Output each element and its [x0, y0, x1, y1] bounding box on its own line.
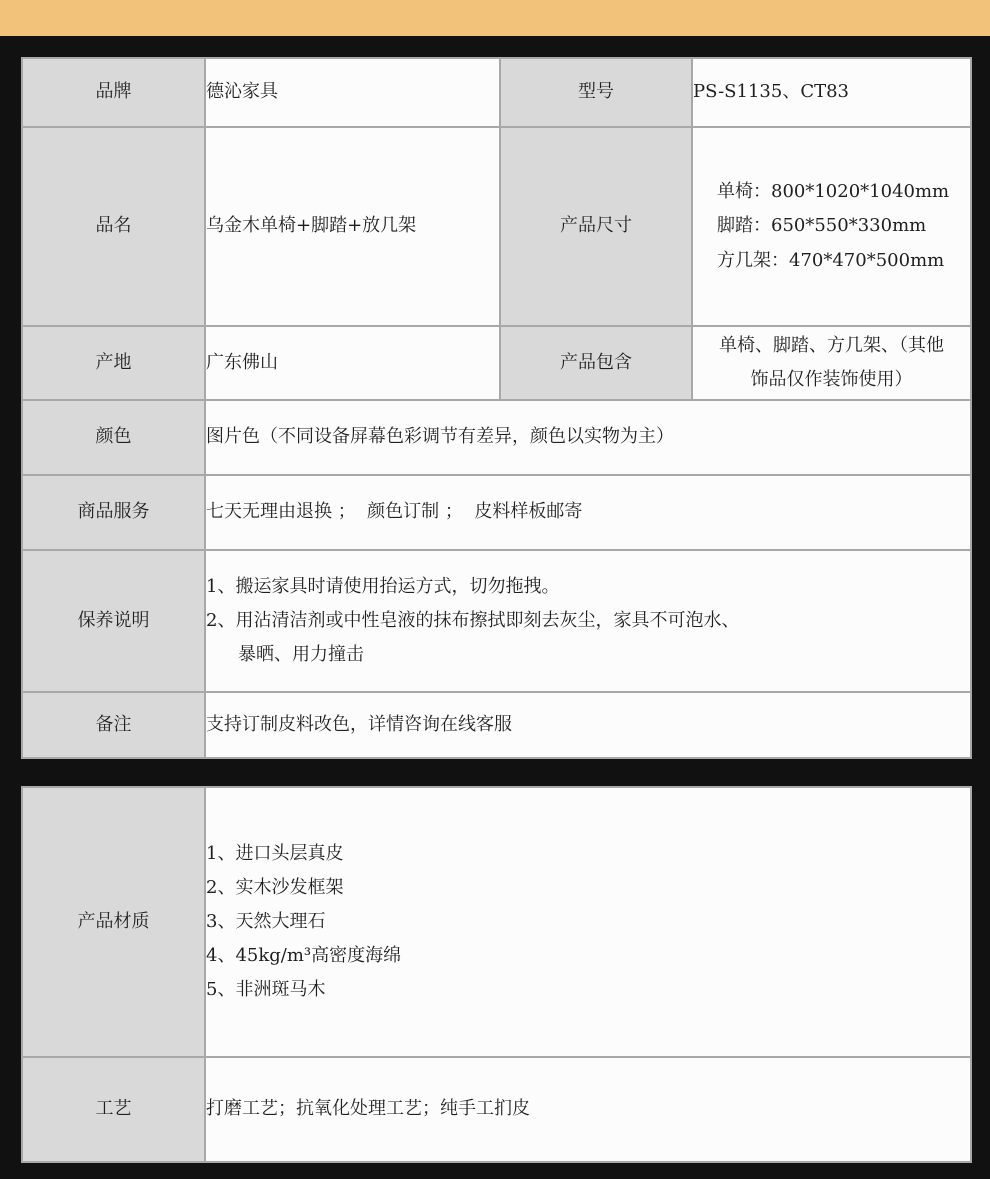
note-value: 支持订制皮料改色，详情咨询在线客服 — [205, 692, 971, 758]
material-line-2: 2、实木沙发框架 — [206, 876, 344, 898]
contents-line-2: 饰品仅作装饰使用） — [750, 369, 913, 390]
care-line-1: 1、搬运家具时请使用抬运方式，切勿拖拽。 — [206, 575, 560, 597]
contents-line-1: 单椅、脚踏、方几架、（其他 — [719, 334, 944, 356]
contents-value — [692, 326, 971, 400]
product-spec-table — [21, 57, 972, 759]
row-origin-contents — [22, 326, 971, 400]
service-value: 七天无理由退换 ； 颜色订制 ； 皮料样板邮寄 — [205, 475, 971, 550]
material-line-4: 4、45kg/m³高密度海绵 — [206, 945, 402, 967]
material-line-1: 1、进口头层真皮 — [206, 842, 344, 864]
craft-label: 工艺 — [22, 1057, 205, 1162]
brand-value: 德沁家具 — [205, 58, 500, 127]
material-line-5: 5、非洲斑马木 — [206, 979, 326, 1001]
row-craft — [22, 1057, 971, 1162]
care-label: 保养说明 — [22, 550, 205, 692]
service-label: 商品服务 — [22, 475, 205, 550]
size-line-footrest: 脚踏：650*550*330mm — [717, 215, 927, 237]
care-line-3: 暴晒、用力撞击 — [238, 644, 364, 666]
craft-value: 打磨工艺；抗氧化处理工艺；纯手工扪皮 — [205, 1057, 971, 1162]
top-banner — [0, 0, 990, 36]
note-label: 备注 — [22, 692, 205, 758]
material-line-3: 3、天然大理石 — [206, 910, 326, 932]
row-color — [22, 400, 971, 475]
name-label: 品名 — [22, 127, 205, 326]
model-label: 型号 — [500, 58, 692, 127]
row-brand-model — [22, 58, 971, 127]
material-label: 产品材质 — [22, 787, 205, 1057]
care-value — [205, 550, 971, 692]
care-line-2: 2、用沾清洁剂或中性皂液的抹布擦拭即刻去灰尘，家具不可泡水、 — [206, 609, 740, 631]
color-label: 颜色 — [22, 400, 205, 475]
material-value — [205, 787, 971, 1057]
color-value: 图片色（不同设备屏幕色彩调节有差异，颜色以实物为主） — [205, 400, 971, 475]
size-label: 产品尺寸 — [500, 127, 692, 326]
row-material — [22, 787, 971, 1057]
brand-label: 品牌 — [22, 58, 205, 127]
row-service — [22, 475, 971, 550]
contents-label: 产品包含 — [500, 326, 692, 400]
origin-value: 广东佛山 — [205, 326, 500, 400]
material-craft-table — [21, 786, 972, 1163]
row-care — [22, 550, 971, 692]
row-name-size — [22, 127, 971, 326]
origin-label: 产地 — [22, 326, 205, 400]
row-note — [22, 692, 971, 758]
size-line-side-table: 方几架：470*470*500mm — [717, 249, 945, 271]
size-value — [692, 127, 971, 326]
size-line-chair: 单椅：800*1020*1040mm — [717, 181, 950, 203]
name-value: 乌金木单椅+脚踏+放几架 — [205, 127, 500, 326]
model-value: PS-S1135、CT83 — [692, 58, 971, 127]
